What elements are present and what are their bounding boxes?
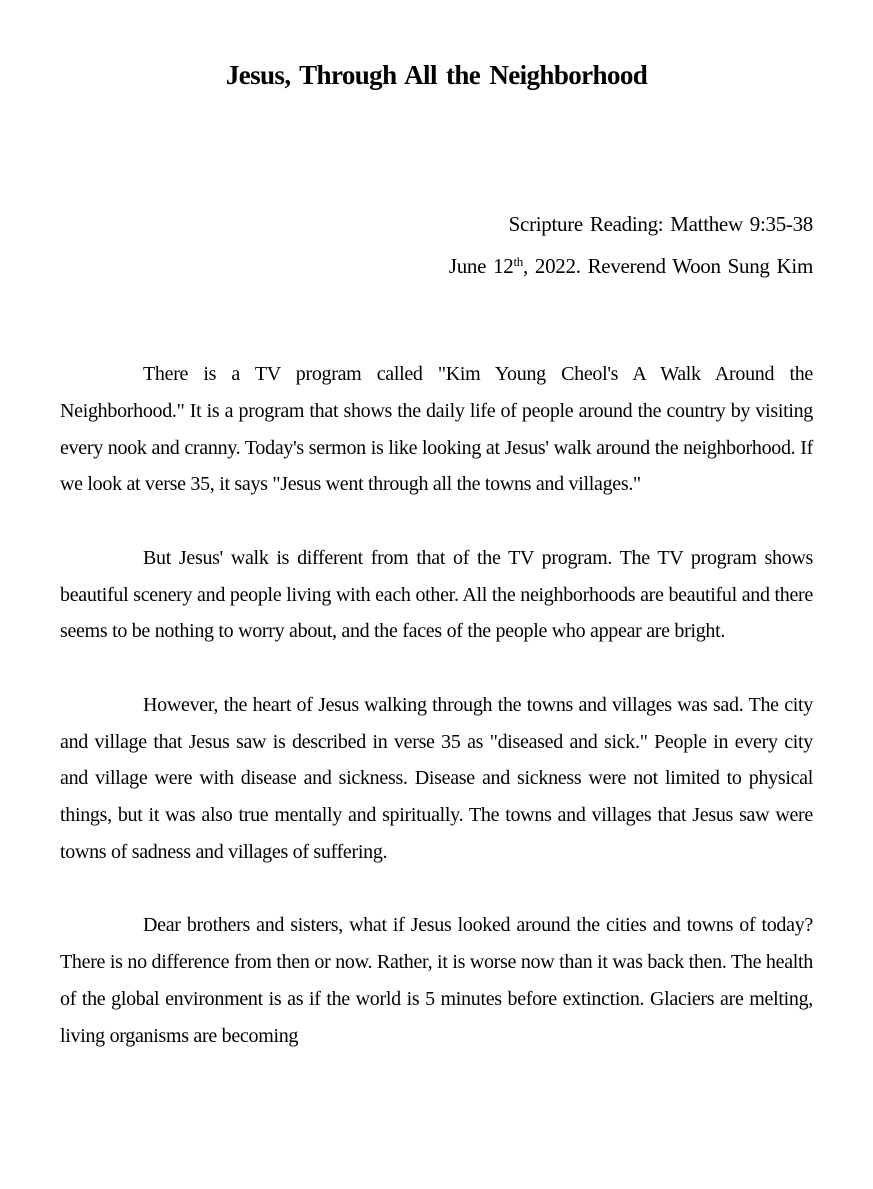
date-prefix: June 12: [448, 254, 514, 278]
date-ordinal-superscript: th: [513, 254, 523, 269]
sermon-date-line: [449, 245, 813, 287]
paragraph-3: However, the heart of Jesus walking through the towns and villages was sad. The city and village that Jesus saw is described in verse 35 as "diseased and sick." People in every city and village were with disease and sickness. Disease and sickness were not limited to physical things, but it was also true mentally and spiritually. The towns and villages that Jesus saw were towns of sadness and villages of suffering.: [60, 693, 813, 863]
date-suffix: , 2022. Reverend Woon Sung Kim: [523, 254, 813, 278]
paragraph-2: But Jesus' walk is different from that of the TV program. The TV program shows beautiful scenery and people living with each other. All the neighborhoods are beautiful and there seems to be nothing to worry about, and the faces of the people who appear are bright.: [60, 546, 813, 643]
sermon-meta: [449, 203, 813, 287]
paragraph-1: There is a TV program called "Kim Young Cheol's A Walk Around the Neighborhood." It is a program that shows the daily life of people around the country by visiting every nook and cranny. Today's sermon is like looking at Jesus' walk around the neighborhood. If we look at verse 35, it says "Jesus went through all the towns and villages.": [60, 363, 813, 496]
sermon-title: Jesus, Through All the Neighborhood: [225, 60, 648, 90]
sermon-body: [60, 356, 813, 1091]
scripture-reading: Scripture Reading: Matthew 9:35-38: [508, 212, 813, 236]
paragraph-4: Dear brothers and sisters, what if Jesus looked around the cities and towns of today? There is no difference from then or now. Rather, it is worse now than it was back then. The health of the global environment is as if the world is 5 minutes before extinction. Glaciers are melting, living organisms are becoming: [60, 914, 813, 1047]
